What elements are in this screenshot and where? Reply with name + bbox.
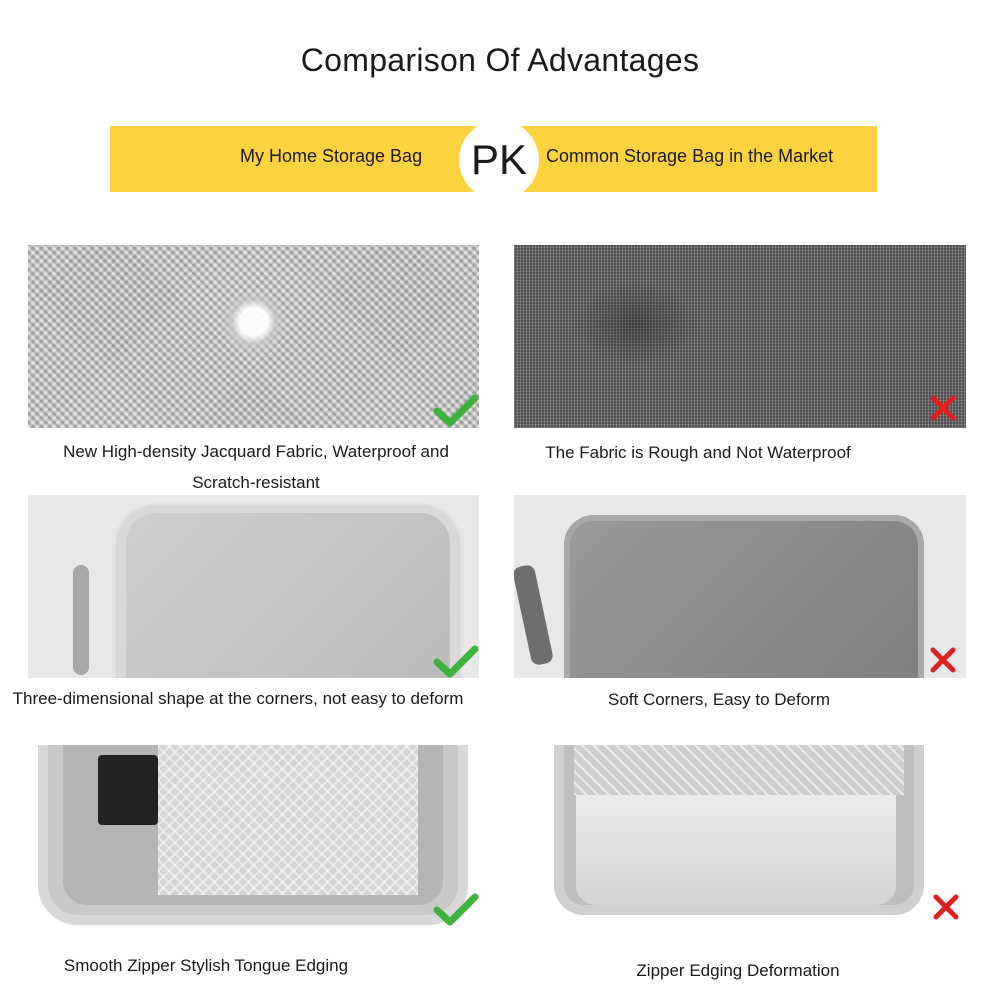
zipper-deformed-photo — [514, 745, 966, 935]
bag-soft-corner-photo — [514, 495, 966, 678]
pk-label: PK — [470, 136, 528, 183]
row3-right-caption: Zipper Edging Deformation — [636, 961, 840, 980]
check-icon — [433, 394, 479, 428]
row1-right-caption: The Fabric is Rough and Not Waterproof — [545, 443, 851, 462]
cross-icon — [925, 646, 961, 674]
fabric-rough-photo — [514, 245, 966, 428]
banner-left-label: My Home Storage Bag — [240, 146, 423, 166]
check-icon — [433, 893, 479, 927]
row3-left-caption: Smooth Zipper Stylish Tongue Edging — [63, 956, 349, 975]
row2-right-caption: Soft Corners, Easy to Deform — [607, 690, 831, 709]
fabric-waterproof-photo — [28, 245, 479, 428]
row2-left-caption: Three-dimensional shape at the corners, not easy to deform — [12, 689, 464, 708]
banner-right-label: Common Storage Bag in the Market — [546, 146, 834, 166]
pk-badge — [459, 120, 539, 200]
check-icon — [433, 645, 479, 679]
row1-left-caption: New High-density Jacquard Fabric, Waterproof and Scratch-resistant — [63, 442, 449, 492]
cross-icon — [925, 394, 961, 422]
page-title: Comparison Of Advantages — [300, 42, 700, 78]
cross-icon — [928, 893, 964, 921]
zipper-smooth-photo — [28, 745, 479, 935]
bag-corner-photo — [28, 495, 479, 678]
